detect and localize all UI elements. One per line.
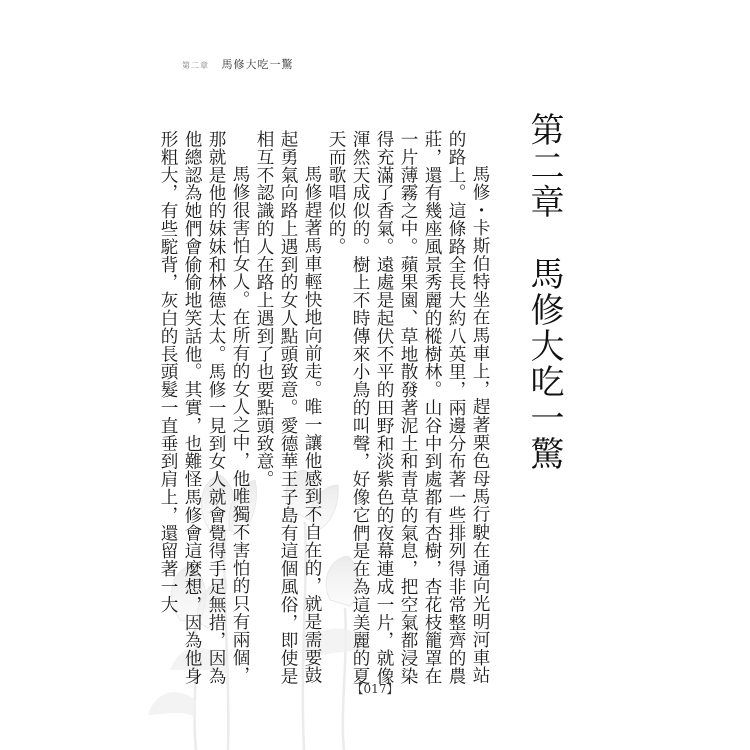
paragraph: 馬修・卡斯伯特坐在馬車上，趕著栗色母馬行駛在通向光明河車站的路上。這條路全長大約八英里，兩邊分布著一些排列得非常整齊的農莊，還有幾座風景秀麗的樅樹林。山谷中到處都有杏樹，杏花枝籠罩在一片薄霧之中。蘋果園、草地散發著泥土和青草的氣息，把空氣都浸染得充滿了香氣。遠處是起伏不平的田野和淡紫色的夜幕連成一片，就像渾然天成似的。樹上不時傳來小鳥的叫聲，好像它們是在為這美麗的夏天而歌唱似的。 (326, 130, 490, 685)
chapter-title (520, 112, 568, 472)
paragraph: 馬修趕著馬車輕快地向前走。唯一讓他感到不自在的，就是需要鼓起勇氣向路上遇到的女人點頭致意。愛德華王子島有這個風俗，即使是相互不認識的人在路上遇到了也要點頭致意。 (254, 130, 322, 685)
body-text (156, 130, 492, 690)
running-head-chapter: 第二章 (182, 61, 209, 70)
page-number: 【017】 (351, 682, 399, 696)
paragraph: 馬修很害怕女人。在所有的女人之中，他唯獨不害怕的只有兩個，那就是他的妹妹和林德太太。馬修一見到女人就會覺得手足無措，因為他總認為她們會偷偷地笑話他。其實，也難怪馬修會這麼想，因為他身形粗大，有些駝背，灰白的長頭髮一直垂到肩上，還留著一大 (158, 130, 250, 685)
running-head-title: 馬修大吃一驚 (221, 58, 294, 71)
chapter-number: 第二章 (524, 112, 564, 220)
running-head (182, 56, 294, 72)
chapter-name: 馬修大吃一驚 (524, 256, 564, 472)
